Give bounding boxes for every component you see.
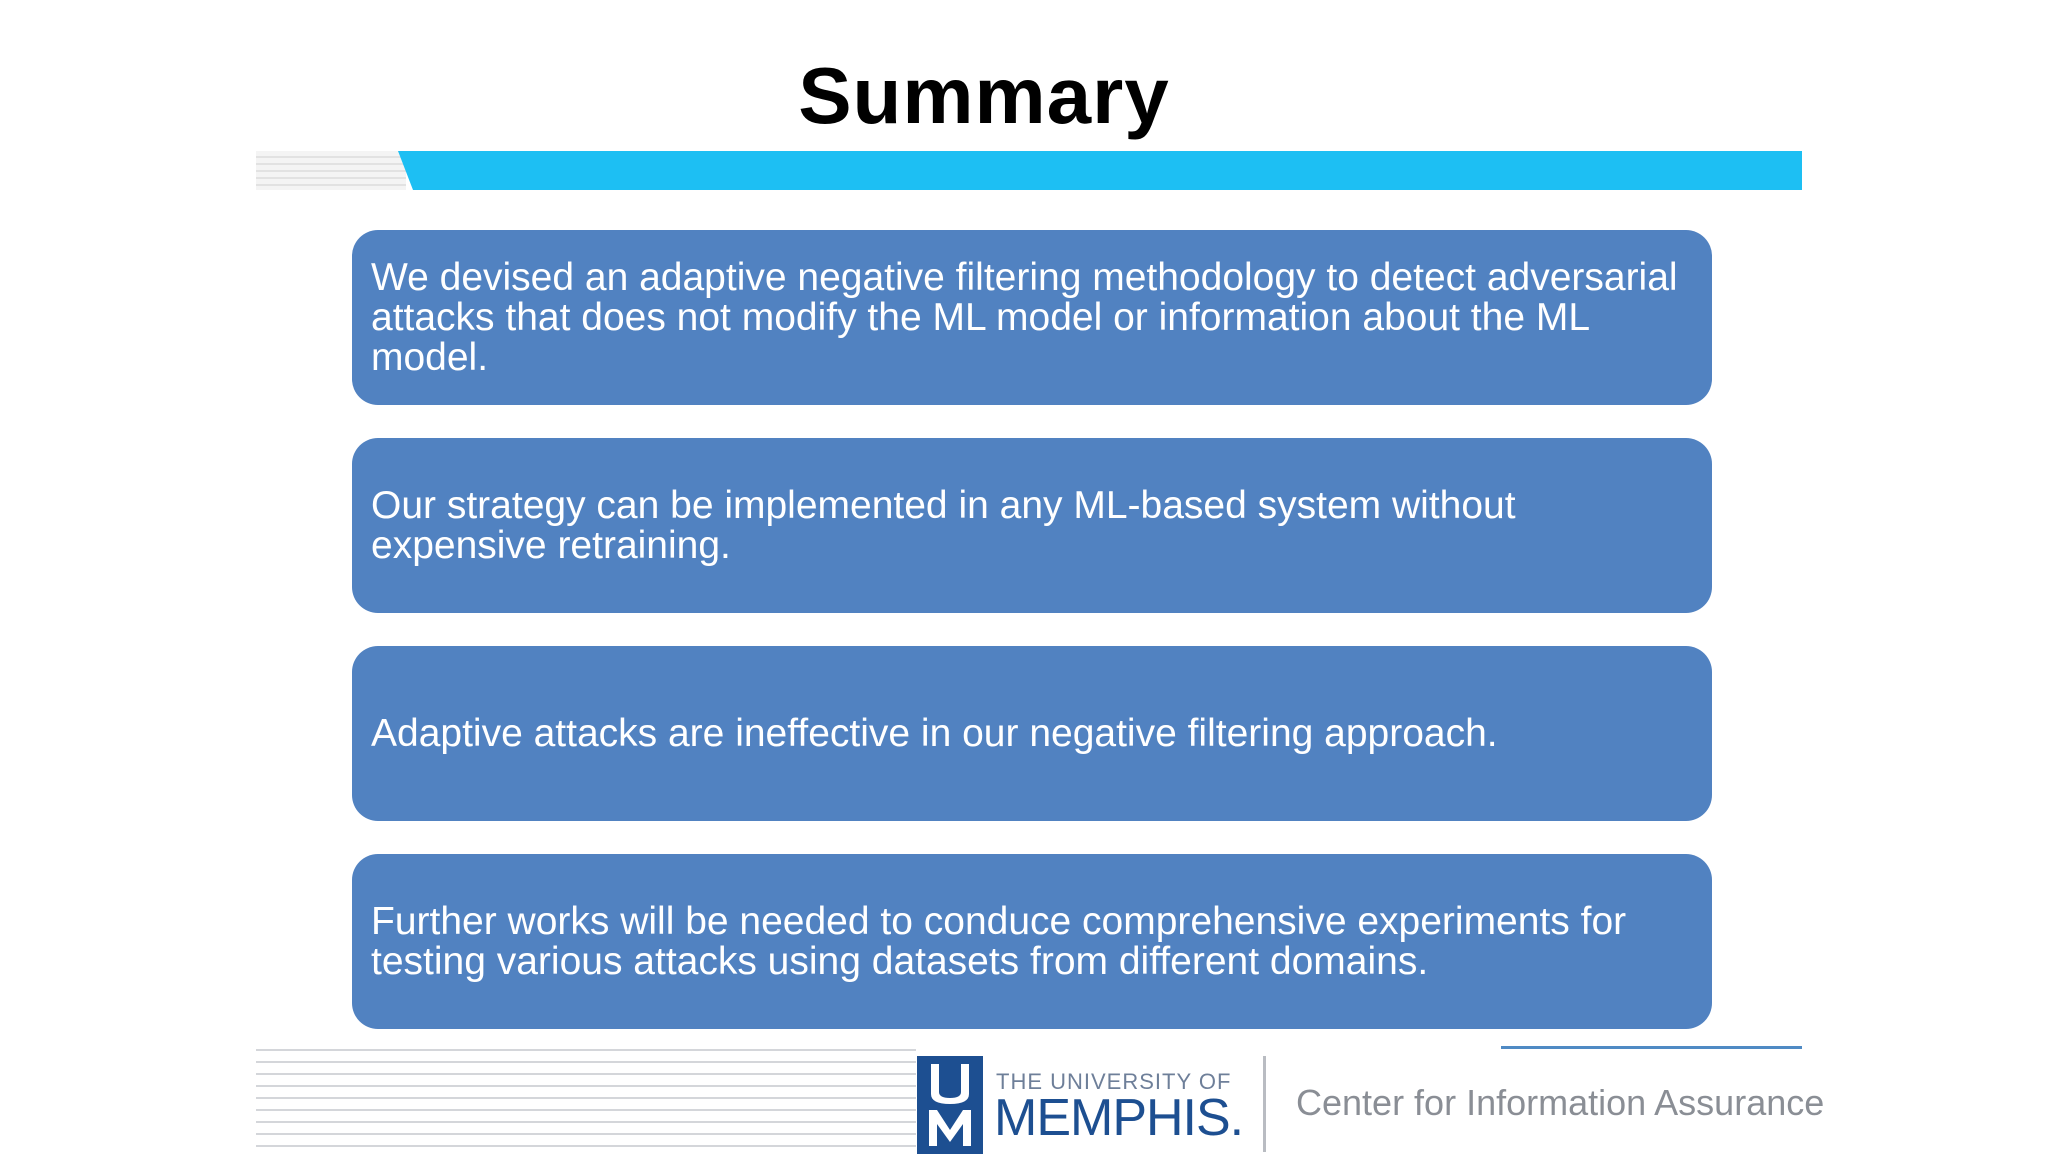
summary-point-text: Adaptive attacks are ineffective in our negative filtering approach. — [371, 711, 1498, 755]
title-underline-band — [256, 151, 1802, 190]
slide-title: Summary — [798, 51, 1170, 140]
summary-point-4 — [352, 854, 1712, 1029]
summary-point-1 — [352, 230, 1712, 405]
summary-point-text: We devised an adaptive negative filtering methodology to detect adversarial attacks that does not modify the ML model or information about the ML model. — [371, 255, 1678, 379]
summary-point-text: Further works will be needed to conduce comprehensive experiments for testing various attacks using datasets from different domains. — [371, 899, 1627, 983]
university-name-small: THE UNIVERSITY OF — [996, 1069, 1232, 1094]
summary-point-text: Our strategy can be implemented in any ML-based system without expensive retraining. — [371, 483, 1516, 567]
summary-point-2 — [352, 438, 1712, 613]
summary-point-3 — [352, 646, 1712, 821]
footer-stripes — [256, 1046, 916, 1156]
footer-accent-line — [1501, 1046, 1802, 1049]
footer-divider — [1263, 1056, 1266, 1152]
university-logo-icon — [917, 1056, 983, 1154]
center-name: Center for Information Assurance — [1296, 1082, 1825, 1123]
footer — [256, 1046, 1825, 1156]
university-name-big: MEMPHIS. — [994, 1089, 1244, 1147]
